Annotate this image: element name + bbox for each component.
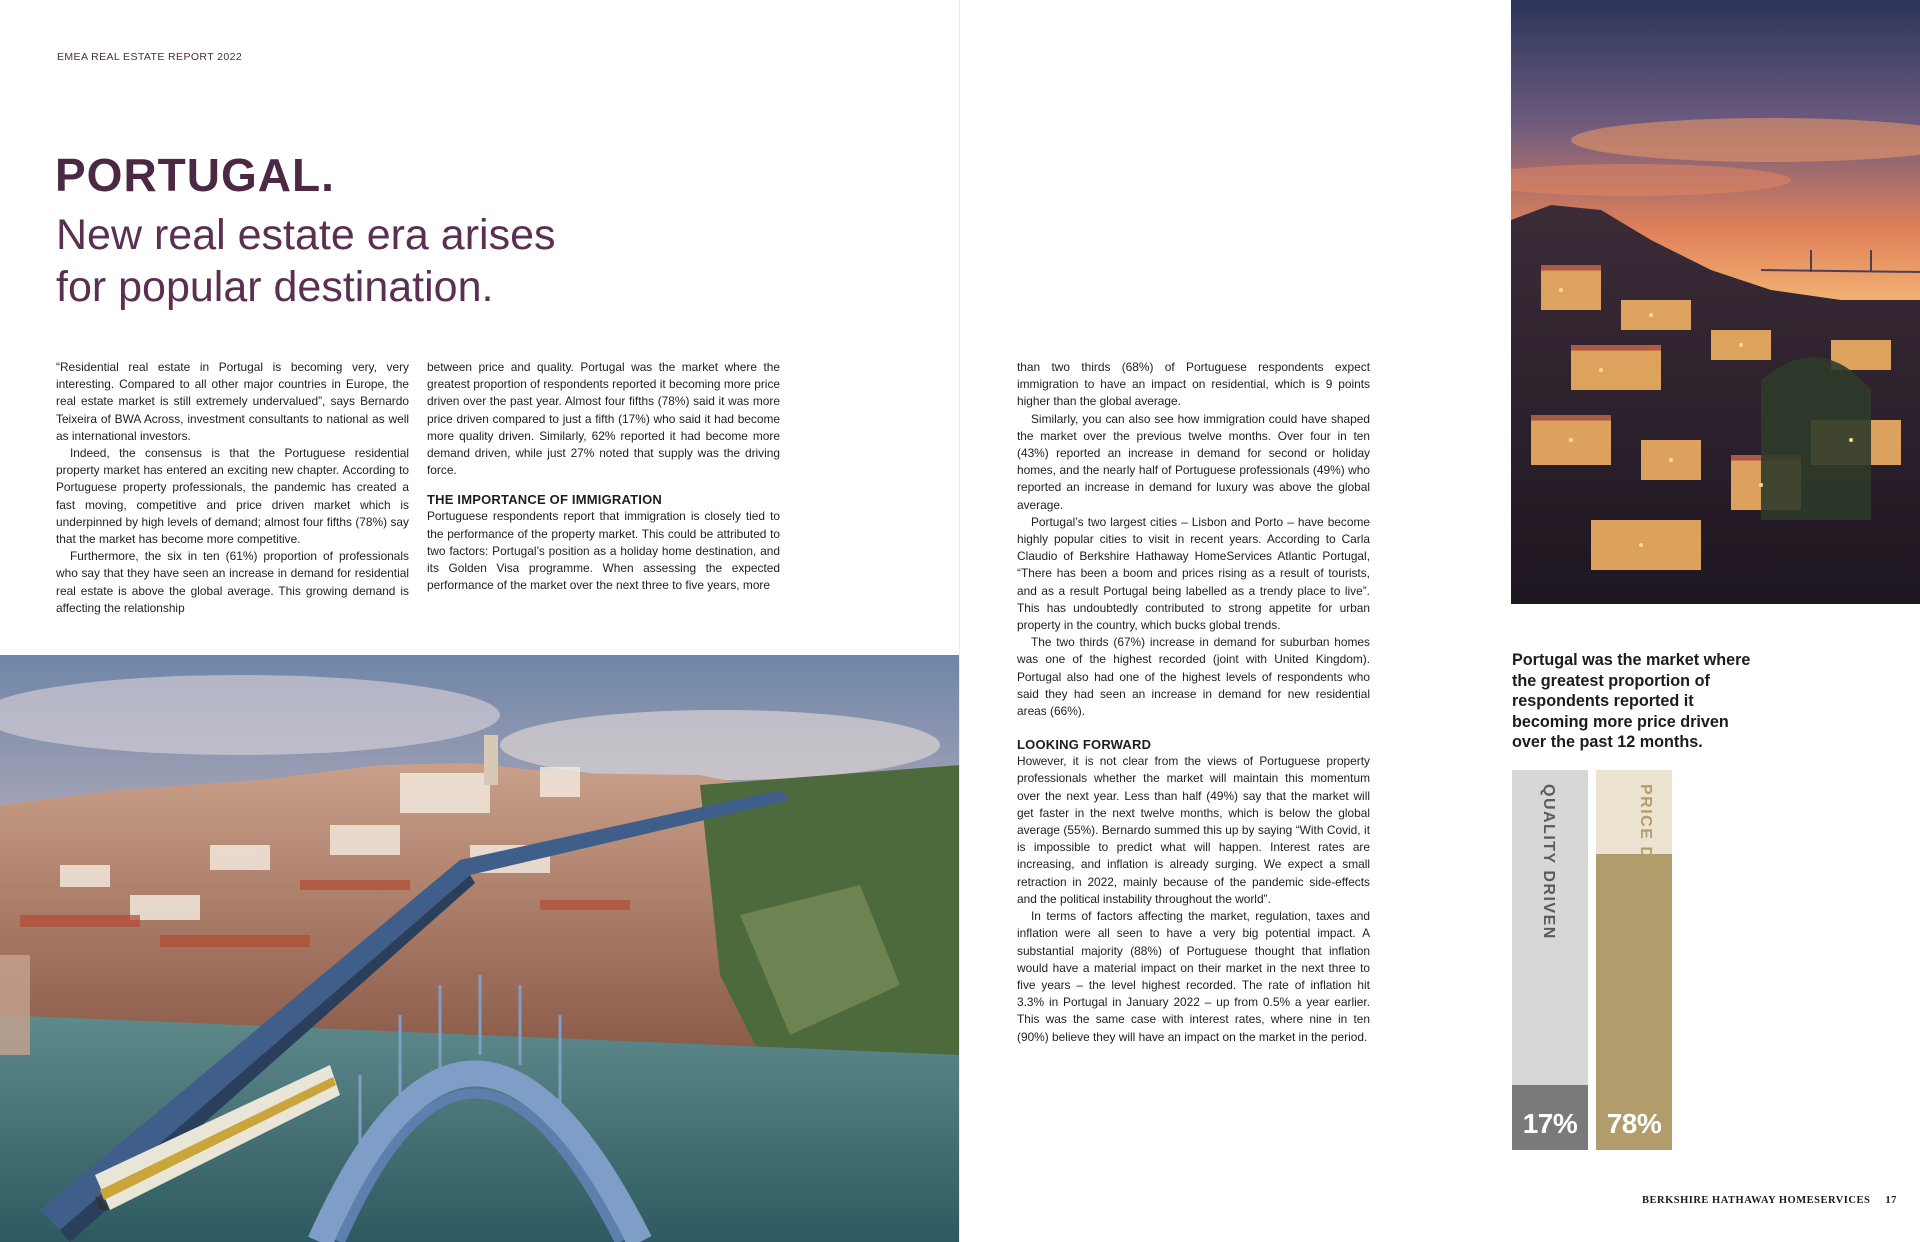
paragraph: “Residential real estate in Portugal is becoming very, very interesting. Compared to all other major countries in Europe, the real estate market is still extremely undervalued”, says Bernardo Teixeira of BWA Across, investment consultants to national as well as international investors. [56, 360, 409, 443]
paragraph: The two thirds (67%) increase in demand for suburban homes was one of the highest recorded (joint with United Kingdom). Portugal also had one of the highest levels of respondents who said they had seen an increase in demand for new residential areas (66%). [1017, 635, 1370, 719]
bar-label-quality: QUALITY DRIVEN [1540, 784, 1557, 940]
body-column-3 [1017, 359, 1370, 1046]
bar-track-quality [1512, 770, 1588, 1150]
page-number: 17 [1885, 1195, 1897, 1206]
paragraph: In terms of factors affecting the market, regulation, taxes and inflation were all seen to have a very big potential impact. A substantial majority (88%) of Portuguese thought that inflation would have a material impact on their market in the next three to five years – the level highest recorded. The rate of inflation hit 3.3% in Portugal in January 2022 – up from 0.5% a year earlier. This was the same case with interest rates, where nine in ten (90%) believe they will have an impact on the market in the period. [1017, 909, 1370, 1044]
running-head-left: EMEA REAL ESTATE REPORT 2022 [57, 51, 243, 63]
price-vs-quality-chart [1512, 770, 1676, 1150]
paragraph: Portugal’s two largest cities – Lisbon and Porto – have become highly popular cities to visit in recent years. According to Carla Claudio of Berkshire Hathaway HomeServices Atlantic Portugal, “There has been a boom and prices rising as a result of tourists, and as a result Portugal being labelled as a trendy place to live”. This has undoubtedly contributed to strong appetite for urban property in the country, which bucks global trends. [1017, 514, 1370, 633]
paragraph: between price and quality. Portugal was the market where the greatest proportion of respondents reported it becoming more price driven over the past year. Almost four fifths (78%) said it was more price driven compared to just a fifth (17%) who said it had become more quality driven. Similarly, 62% reported it had become more demand driven, while just 27% noted that supply was the driving force. [427, 360, 780, 478]
porto-bridge-photo [0, 655, 960, 1242]
pull-quote-callout: Portugal was the market where the greatest proportion of respondents reported it becoming more price driven over the past 12 months. [1512, 651, 1751, 751]
subheadline-line-2: for popular destination. [56, 262, 494, 311]
paragraph: However, it is not clear from the views of Portuguese property professionals whether the market will maintain this momentum over the next year. Less than half (49%) say that the market will get faster in the next twelve months, which is below the global average (55%). Bernardo summed this up by saying “With Covid, it is impossible to predict what will happen. Interest rates are increasing, and inflation is already surging. We expect a small retraction in 2022, mainly because of the pandemic side-effects and the political instability throughout the world”. [1017, 754, 1370, 906]
page-footer [1642, 1195, 1897, 1206]
bar-label-price: PRICE DRIVEN [1637, 784, 1654, 916]
paragraph: Furthermore, the six in ten (61%) proportion of professionals who say that they have seen an increase in demand for residential real estate is above the global average. This growing demand is affecting the relationship [56, 549, 409, 615]
headline: PORTUGAL. [55, 149, 335, 201]
bar-track-price [1596, 770, 1672, 1150]
bar-value-price: 78% [1606, 1108, 1662, 1139]
lisbon-sunset-photo [1511, 0, 1920, 604]
body-column-2 [427, 359, 780, 594]
subheadline [56, 210, 776, 313]
body-column-1 [56, 359, 409, 617]
subheadline-line-1: New real estate era arises [56, 211, 556, 259]
bar-value-quality: 17% [1522, 1108, 1578, 1139]
section-heading-looking-forward: LOOKING FORWARD [1017, 737, 1152, 753]
paragraph: than two thirds (68%) of Portuguese respondents expect immigration to have an impact on residential, which is 9 points higher than the global average. [1017, 360, 1370, 409]
paragraph: Portuguese respondents report that immigration is closely tied to the performance of the property market. This could be attributed to two factors: Portugal’s position as a holiday home destination, and its Golden Visa programme. When assessing the expected performance of the market over the next three to five years, more [427, 509, 780, 593]
paragraph: Indeed, the consensus is that the Portuguese residential property market has entered an exciting new chapter. According to Portuguese property professionals, the pandemic has created a fast moving, competitive and price driven market which is underpinned by high levels of demand; almost four fifths (78%) say that the market has become more competitive. [56, 446, 409, 547]
footer-brand: BERKSHIRE HATHAWAY HOMESERVICES [1642, 1195, 1871, 1206]
paragraph: Similarly, you can also see how immigration could have shaped the market over the previous twelve months. Over four in ten (43%) reported an increase in demand for second or holiday homes, and the nearly half of Portuguese professionals (49%) who reported an increase in demand for luxury was above the global average. [1017, 411, 1370, 512]
section-heading-immigration: THE IMPORTANCE OF IMMIGRATION [427, 492, 662, 508]
